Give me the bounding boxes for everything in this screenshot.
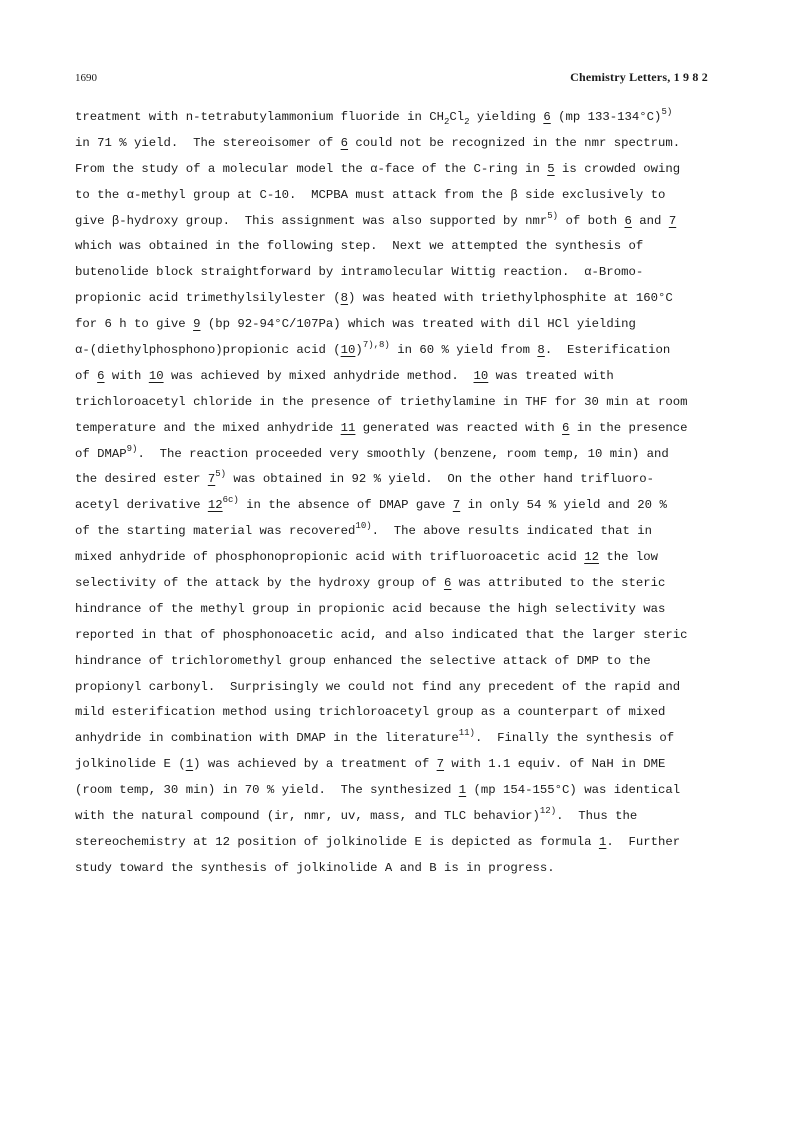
- compound-number: 7: [668, 213, 677, 228]
- text-segment: in 71 % yield. The stereoisomer of: [75, 135, 341, 150]
- text-segment: is crowded owing: [554, 161, 681, 176]
- page-header: [75, 70, 708, 90]
- compound-number: 1: [458, 783, 467, 798]
- compound-number: 6: [624, 213, 632, 228]
- text-line: [75, 157, 715, 183]
- text-segment: mild esterification method using trichloroacetyl group as a counterpart of mixed: [75, 705, 666, 720]
- text-segment: jolkinolide E (: [75, 757, 186, 772]
- compound-number: 1: [185, 757, 194, 772]
- text-segment: the low: [598, 550, 658, 565]
- text-line: [75, 830, 715, 856]
- reference-superscript: 12): [539, 806, 557, 817]
- text-segment: was achieved by mixed anhydride method.: [163, 368, 474, 383]
- text-line: [75, 778, 715, 804]
- reference-superscript: 5): [215, 469, 227, 480]
- text-segment: yielding: [469, 110, 544, 124]
- text-line: [75, 390, 715, 416]
- text-segment: was obtained in 92 % yield. On the other hand trifluoro-: [226, 472, 655, 487]
- text-segment: (mp 133-134°C): [550, 110, 662, 124]
- page-number: 1690: [75, 72, 97, 84]
- text-segment: in only 54 % yield and 20 %: [460, 498, 667, 513]
- text-segment: butenolide block straightforward by intramolecular Wittig reaction. α-Bromo-: [75, 265, 644, 280]
- text-line: [75, 286, 715, 312]
- compound-number: 11: [340, 420, 356, 435]
- text-line: [75, 364, 715, 390]
- text-line: [75, 700, 715, 726]
- journal-reference: Chemistry Letters, 1 9 8 2: [570, 70, 708, 84]
- text-segment: of the starting material was recovered: [75, 524, 356, 539]
- text-segment: (room temp, 30 min) in 70 % yield. The synthesized: [75, 783, 459, 798]
- compound-number: 7: [207, 472, 216, 487]
- text-line: [75, 467, 715, 493]
- compound-number: 10: [148, 368, 164, 383]
- text-line: [75, 260, 715, 286]
- compound-number: 12: [584, 550, 599, 565]
- text-segment: propionyl carbonyl. Surprisingly we could not find any precedent of the rapid and: [75, 679, 681, 694]
- text-segment: mixed anhydride of phosphonopropionic acid with trifluoroacetic acid: [75, 550, 585, 565]
- reference-superscript: 10): [355, 521, 372, 532]
- reference-superscript: 9): [126, 443, 138, 454]
- text-segment: ) was achieved by a treatment of: [193, 757, 437, 772]
- text-segment: in 60 % yield from: [389, 343, 538, 358]
- compound-number: 12: [207, 498, 223, 513]
- text-segment: was treated with: [488, 368, 614, 383]
- text-segment: with the natural compound (ir, nmr, uv, mass, and TLC behavior): [75, 809, 540, 824]
- text-segment: generated was reacted with: [355, 420, 563, 435]
- text-line: [75, 131, 715, 157]
- text-segment: in the absence of DMAP gave: [238, 498, 453, 513]
- text-segment: reported in that of phosphonoacetic acid, and also indicated that the larger steric: [75, 627, 688, 642]
- text-segment: . Esterification: [544, 343, 671, 358]
- text-line: [75, 856, 715, 882]
- text-line: [75, 675, 715, 701]
- text-line: [75, 804, 715, 830]
- reference-superscript: 5): [661, 107, 673, 117]
- text-segment: acetyl derivative: [75, 498, 208, 513]
- text-segment: with 1.1 equiv. of NaH in DME: [444, 757, 666, 772]
- compound-number: 8: [340, 291, 349, 306]
- compound-number: 5: [547, 161, 555, 176]
- compound-number: 6: [543, 110, 551, 124]
- text-segment: (mp 154-155°C) was identical: [466, 783, 681, 798]
- compound-number: 9: [193, 317, 201, 332]
- text-segment: of both: [558, 213, 625, 228]
- text-line: [75, 597, 715, 623]
- text-segment: to the α-methyl group at C-10. MCPBA must attack from the β side exclusively to: [75, 187, 666, 202]
- text-line: [75, 493, 715, 519]
- compound-number: 6: [97, 368, 105, 383]
- compound-number: 8: [537, 343, 545, 358]
- text-line: [75, 519, 715, 545]
- text-segment: . Finally the synthesis of: [474, 731, 675, 746]
- text-segment: . The above results indicated that in: [371, 524, 653, 539]
- text-line: [75, 545, 715, 571]
- text-segment: the desired ester: [75, 472, 208, 487]
- text-segment: could not be recognized in the nmr spectrum.: [348, 135, 681, 150]
- text-segment: hindrance of trichloromethyl group enhanced the selective attack of DMP to the: [75, 653, 651, 668]
- reference-superscript: 5): [547, 210, 559, 221]
- compound-number: 7: [452, 498, 461, 513]
- text-segment: trichloroacetyl chloride in the presence of triethylamine in THF for 30 min at room: [75, 394, 688, 409]
- text-segment: (bp 92-94°C/107Pa) which was treated with dil HCl yielding: [200, 317, 636, 332]
- text-segment: in the presence: [569, 420, 688, 435]
- text-line: [75, 183, 715, 209]
- compound-number: 10: [473, 368, 489, 383]
- text-line: [75, 209, 715, 235]
- compound-number: 6: [340, 135, 349, 150]
- text-segment: propionic acid trimethylsilylester (: [75, 291, 341, 306]
- text-segment: of: [75, 368, 98, 383]
- text-line: [75, 312, 715, 338]
- text-segment: which was obtained in the following step. Next we attempted the synthesis of: [75, 239, 644, 254]
- compound-number: 10: [340, 343, 356, 358]
- subscript: 2: [443, 117, 450, 127]
- text-segment: . Further: [606, 834, 681, 849]
- reference-superscript: 11): [458, 728, 475, 739]
- text-segment: ) was heated with triethylphosphite at 160°C: [348, 291, 673, 306]
- compound-number: 1: [598, 834, 607, 849]
- text-segment: stereochemistry at 12 position of jolkinolide E is depicted as formula: [75, 834, 599, 849]
- body-text: [75, 105, 715, 882]
- text-segment: was attributed to the steric: [451, 576, 666, 591]
- text-segment: hindrance of the methyl group in propionic acid because the high selectivity was: [75, 601, 666, 616]
- text-segment: Cl: [449, 110, 465, 124]
- text-segment: . Thus the: [556, 809, 638, 824]
- text-line: [75, 726, 715, 752]
- text-segment: anhydride in combination with DMAP in the literature: [75, 731, 459, 746]
- text-line: [75, 416, 715, 442]
- text-line: [75, 752, 715, 778]
- text-segment: give β-hydroxy group. This assignment was also supported by nmr: [75, 213, 548, 228]
- text-segment: study toward the synthesis of jolkinolide A and B is in progress.: [75, 860, 555, 875]
- text-line: [75, 571, 715, 597]
- text-line: [75, 234, 715, 260]
- text-line: [75, 623, 715, 649]
- compound-number: 6: [562, 420, 570, 435]
- text-segment: treatment with n-tetrabutylammonium fluoride in CH: [75, 110, 444, 124]
- reference-superscript: 6c): [222, 495, 239, 506]
- text-segment: for 6 h to give: [75, 317, 194, 332]
- text-segment: selectivity of the attack by the hydroxy group of: [75, 576, 444, 591]
- text-line: [75, 338, 715, 364]
- reference-superscript: 7),8): [362, 340, 390, 351]
- text-line: [75, 105, 715, 131]
- text-line: [75, 442, 715, 468]
- text-line: [75, 649, 715, 675]
- text-segment: of DMAP: [75, 446, 127, 461]
- text-segment: α-(diethylphosphono)propionic acid (: [75, 343, 341, 358]
- text-segment: temperature and the mixed anhydride: [75, 420, 341, 435]
- compound-number: 7: [436, 757, 445, 772]
- text-segment: ): [355, 343, 363, 358]
- subscript: 2: [464, 117, 470, 127]
- text-segment: From the study of a molecular model the α-face of the C-ring in: [75, 161, 548, 176]
- text-segment: with: [104, 368, 149, 383]
- compound-number: 6: [443, 576, 452, 591]
- text-segment: . The reaction proceeded very smoothly (benzene, room temp, 10 min) and: [137, 446, 669, 461]
- text-segment: and: [631, 213, 669, 228]
